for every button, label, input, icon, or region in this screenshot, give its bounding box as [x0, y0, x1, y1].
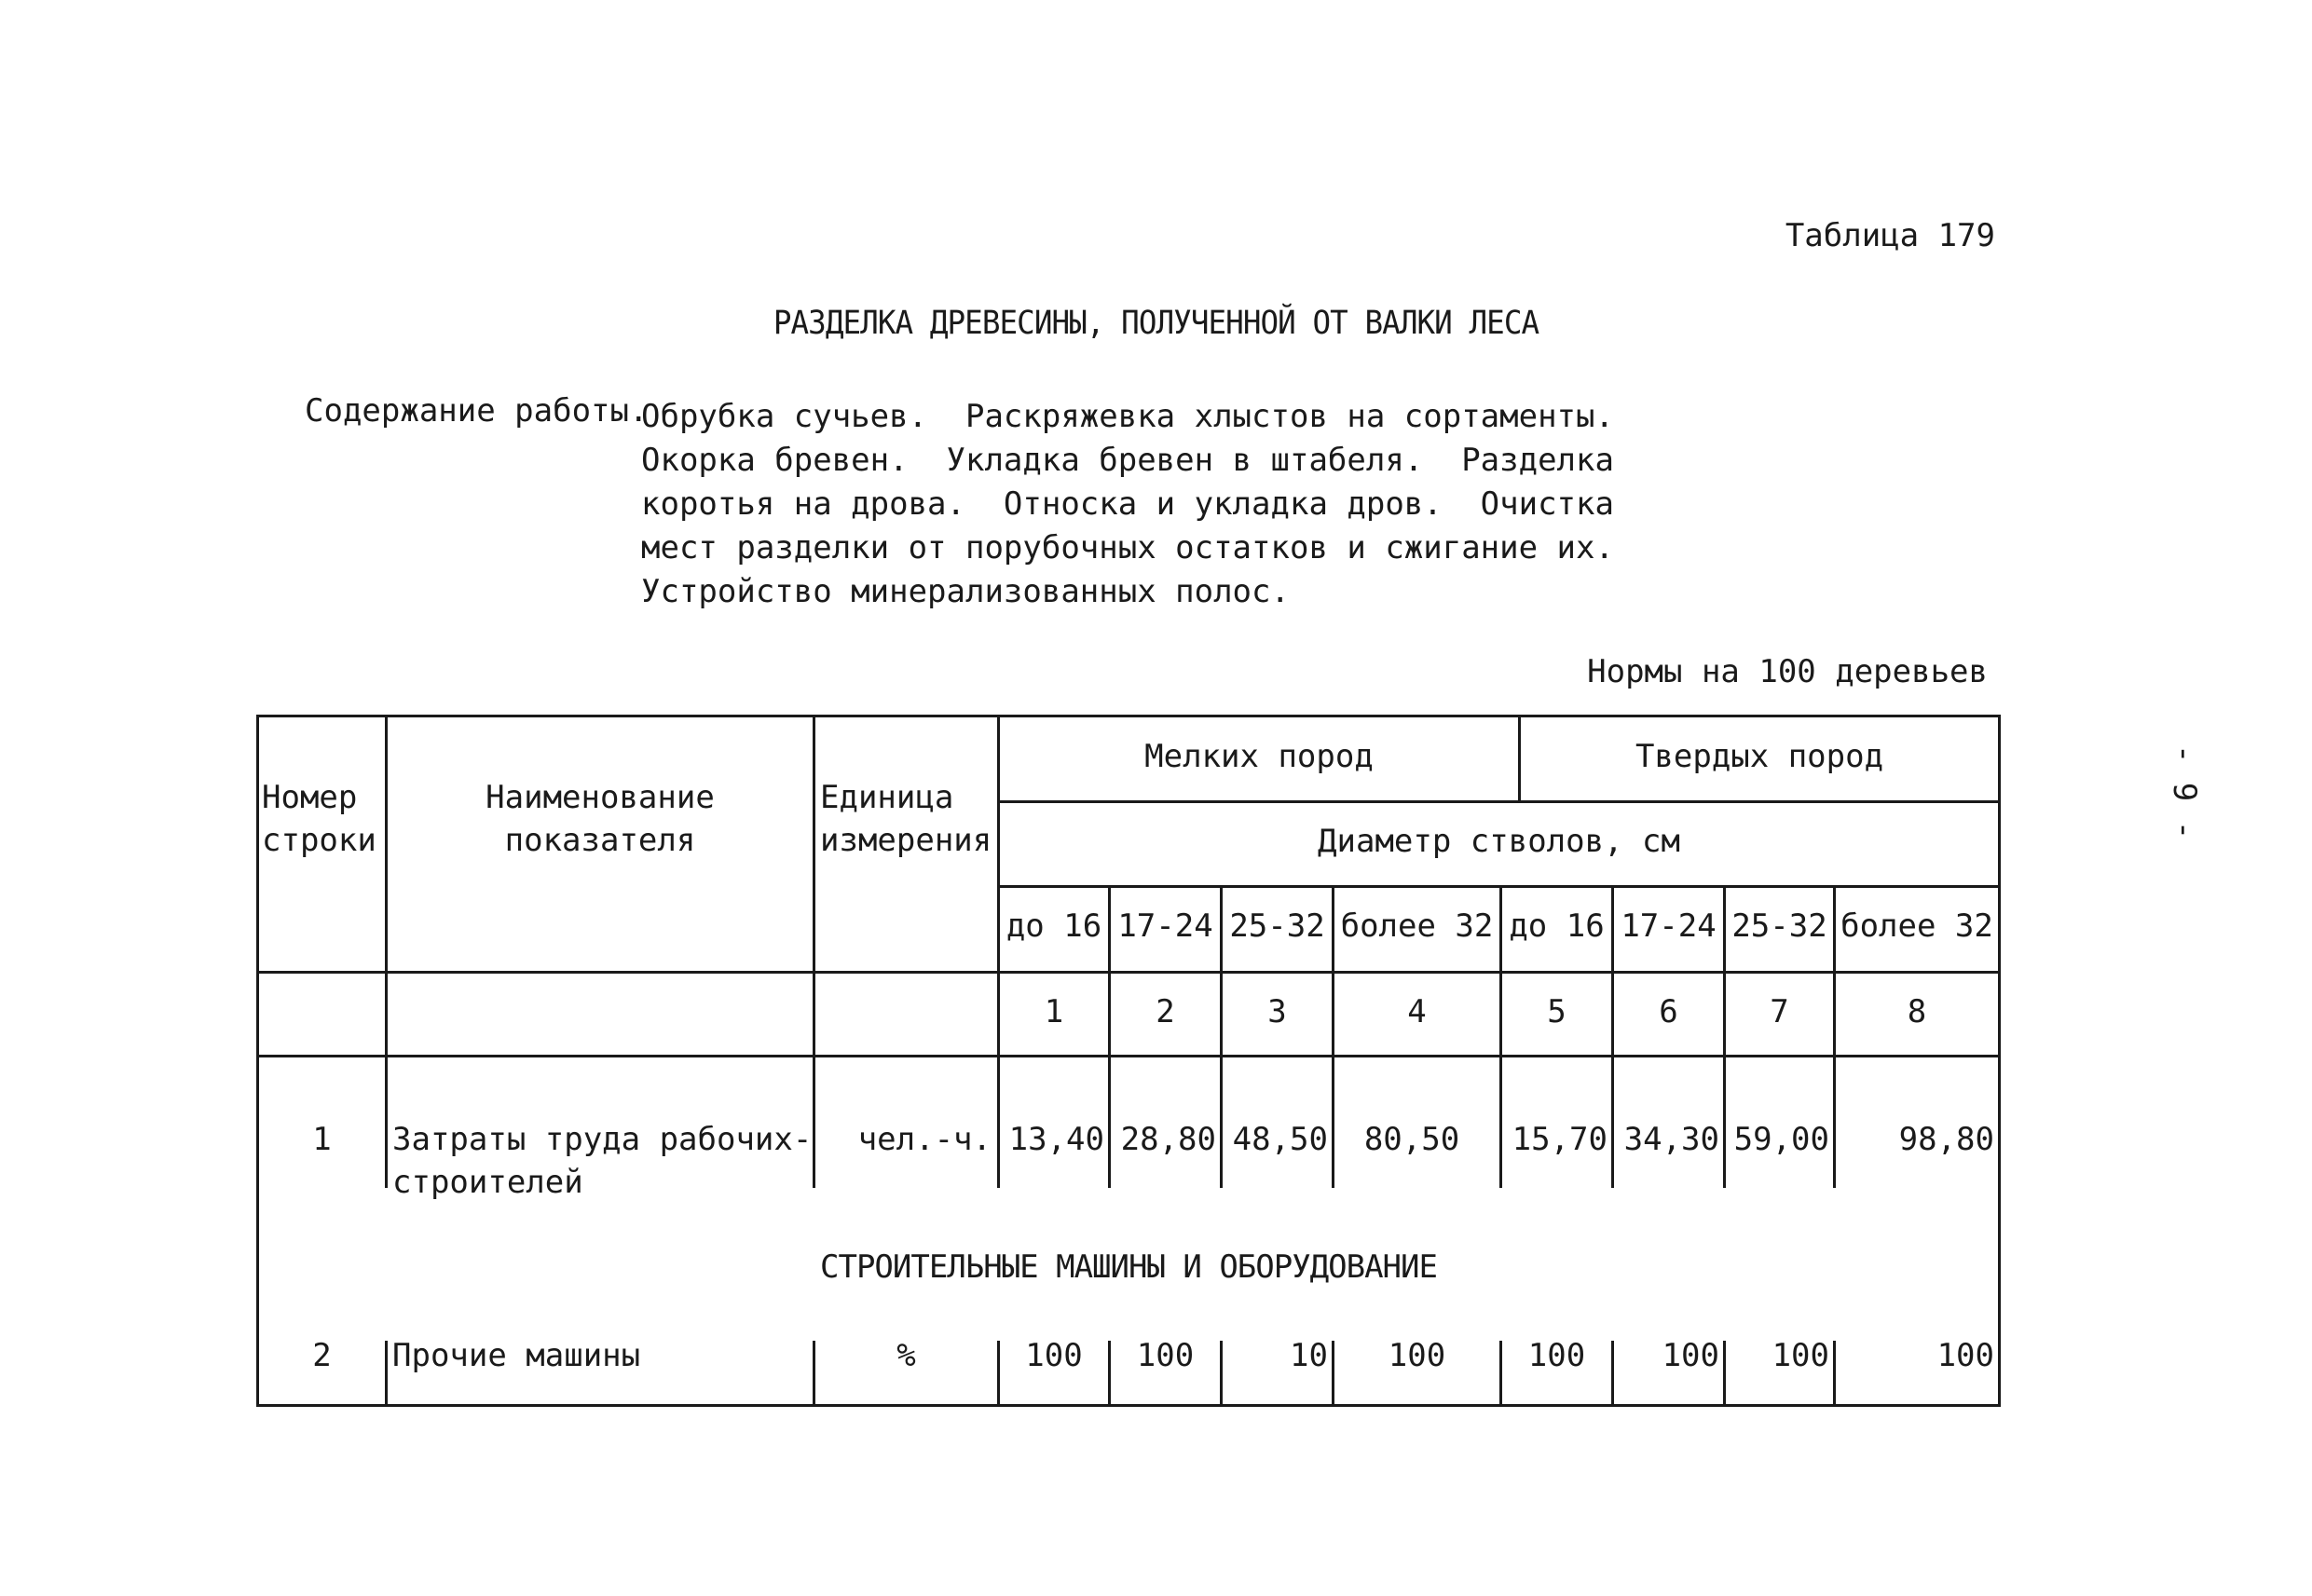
work-line: Окорка бревен. Укладка бревен в штабеля. Разделка [641, 442, 1614, 479]
row-value: 98,80 [1898, 1121, 1994, 1158]
column-number: 4 [1407, 993, 1427, 1030]
header-diameter-col: 25-32 [1229, 907, 1325, 945]
table-rule-after-name [813, 715, 815, 1188]
header-unit: Единица [820, 779, 954, 816]
row-name: строителей [392, 1164, 583, 1201]
norms-table [256, 715, 2001, 1407]
table-number: Таблица 179 [1785, 217, 1995, 254]
header-diameter-col: более 32 [1340, 907, 1494, 945]
document-title: РАЗДЕЛКА ДРЕВЕСИНЫ, ПОЛУЧЕННОЙ ОТ ВАЛКИ ЛЕСА [773, 305, 1539, 342]
header-diameter-col: 17-24 [1621, 907, 1717, 945]
table-rule-top [256, 715, 2001, 717]
row-unit: % [896, 1337, 916, 1374]
row-value: 100 [1527, 1337, 1586, 1374]
column-number: 5 [1547, 993, 1566, 1030]
header-diameter-col: более 32 [1840, 907, 1993, 945]
page-number: - 9 - [2166, 743, 2204, 840]
row-name: Прочие машины [392, 1337, 641, 1374]
row-value: 100 [1136, 1337, 1195, 1374]
row-number: 2 [312, 1337, 332, 1374]
work-content-label: Содержание работы. [305, 392, 649, 430]
header-indicator: Наименование [486, 779, 715, 816]
column-number: 3 [1267, 993, 1287, 1030]
row-value: 100 [1025, 1337, 1083, 1374]
header-diameter-col: до 16 [1006, 907, 1102, 945]
header-diameter-col: 17-24 [1117, 907, 1213, 945]
header-diameter-col: 25-32 [1731, 907, 1827, 945]
header-unit: измерения [820, 822, 992, 859]
table-rule-left [256, 715, 259, 1407]
section-title: СТРОИТЕЛЬНЫЕ МАШИНЫ И ОБОРУДОВАНИЕ [820, 1248, 1437, 1286]
table-rule-right [1998, 715, 2001, 1407]
header-diameter: Диаметр стволов, см [1318, 823, 1680, 860]
column-number: 6 [1659, 993, 1678, 1030]
row-value: 100 [1772, 1337, 1829, 1374]
table-rule-after-number [385, 1341, 388, 1407]
row-value: 100 [1662, 1337, 1719, 1374]
row-value: 28,80 [1120, 1121, 1216, 1158]
row-value: 13,40 [1008, 1121, 1104, 1158]
header-row-number: строки [262, 822, 376, 859]
header-row-number: Номер [262, 779, 358, 816]
table-rule-bottom [256, 1404, 2001, 1407]
row-value: 100 [1936, 1337, 1994, 1374]
work-line: Устройство минерализованных полос. [641, 573, 1290, 610]
work-content-text [641, 395, 1614, 614]
table-rule-group [997, 800, 2001, 803]
row-value: 80,50 [1363, 1121, 1460, 1158]
row-name: Затраты труда рабочих- [392, 1121, 813, 1158]
row-value: 15,70 [1512, 1121, 1607, 1158]
header-group-hard: Твердых пород [1635, 738, 1884, 775]
table-rule-header-bottom [256, 971, 2001, 974]
column-number: 2 [1156, 993, 1175, 1030]
header-group-soft: Мелких пород [1144, 738, 1374, 775]
column-number: 8 [1907, 993, 1927, 1030]
row-number: 1 [312, 1121, 332, 1158]
row-unit: чел.-ч. [857, 1121, 992, 1158]
row-value: 100 [1388, 1337, 1446, 1374]
column-number: 1 [1044, 993, 1064, 1030]
table-rule-column-numbers [256, 1055, 2001, 1057]
norms-note: Нормы на 100 деревьев [1587, 653, 1988, 690]
row-value: 59,00 [1733, 1121, 1829, 1158]
row-value: 10 [1290, 1337, 1328, 1374]
row-value: 34,30 [1623, 1121, 1719, 1158]
row-value: 48,50 [1232, 1121, 1328, 1158]
work-line: коротья на дрова. Относка и укладка дров. Очистка [641, 485, 1614, 523]
work-line: мест разделки от порубочных остатков и сжигание их. [641, 529, 1614, 566]
work-line: Обрубка сучьев. Раскряжевка хлыстов на сортаменты. [641, 398, 1614, 435]
header-indicator: показателя [504, 822, 696, 859]
table-rule-after-unit [997, 715, 1000, 1188]
header-diameter-col: до 16 [1509, 907, 1605, 945]
column-number: 7 [1770, 993, 1789, 1030]
